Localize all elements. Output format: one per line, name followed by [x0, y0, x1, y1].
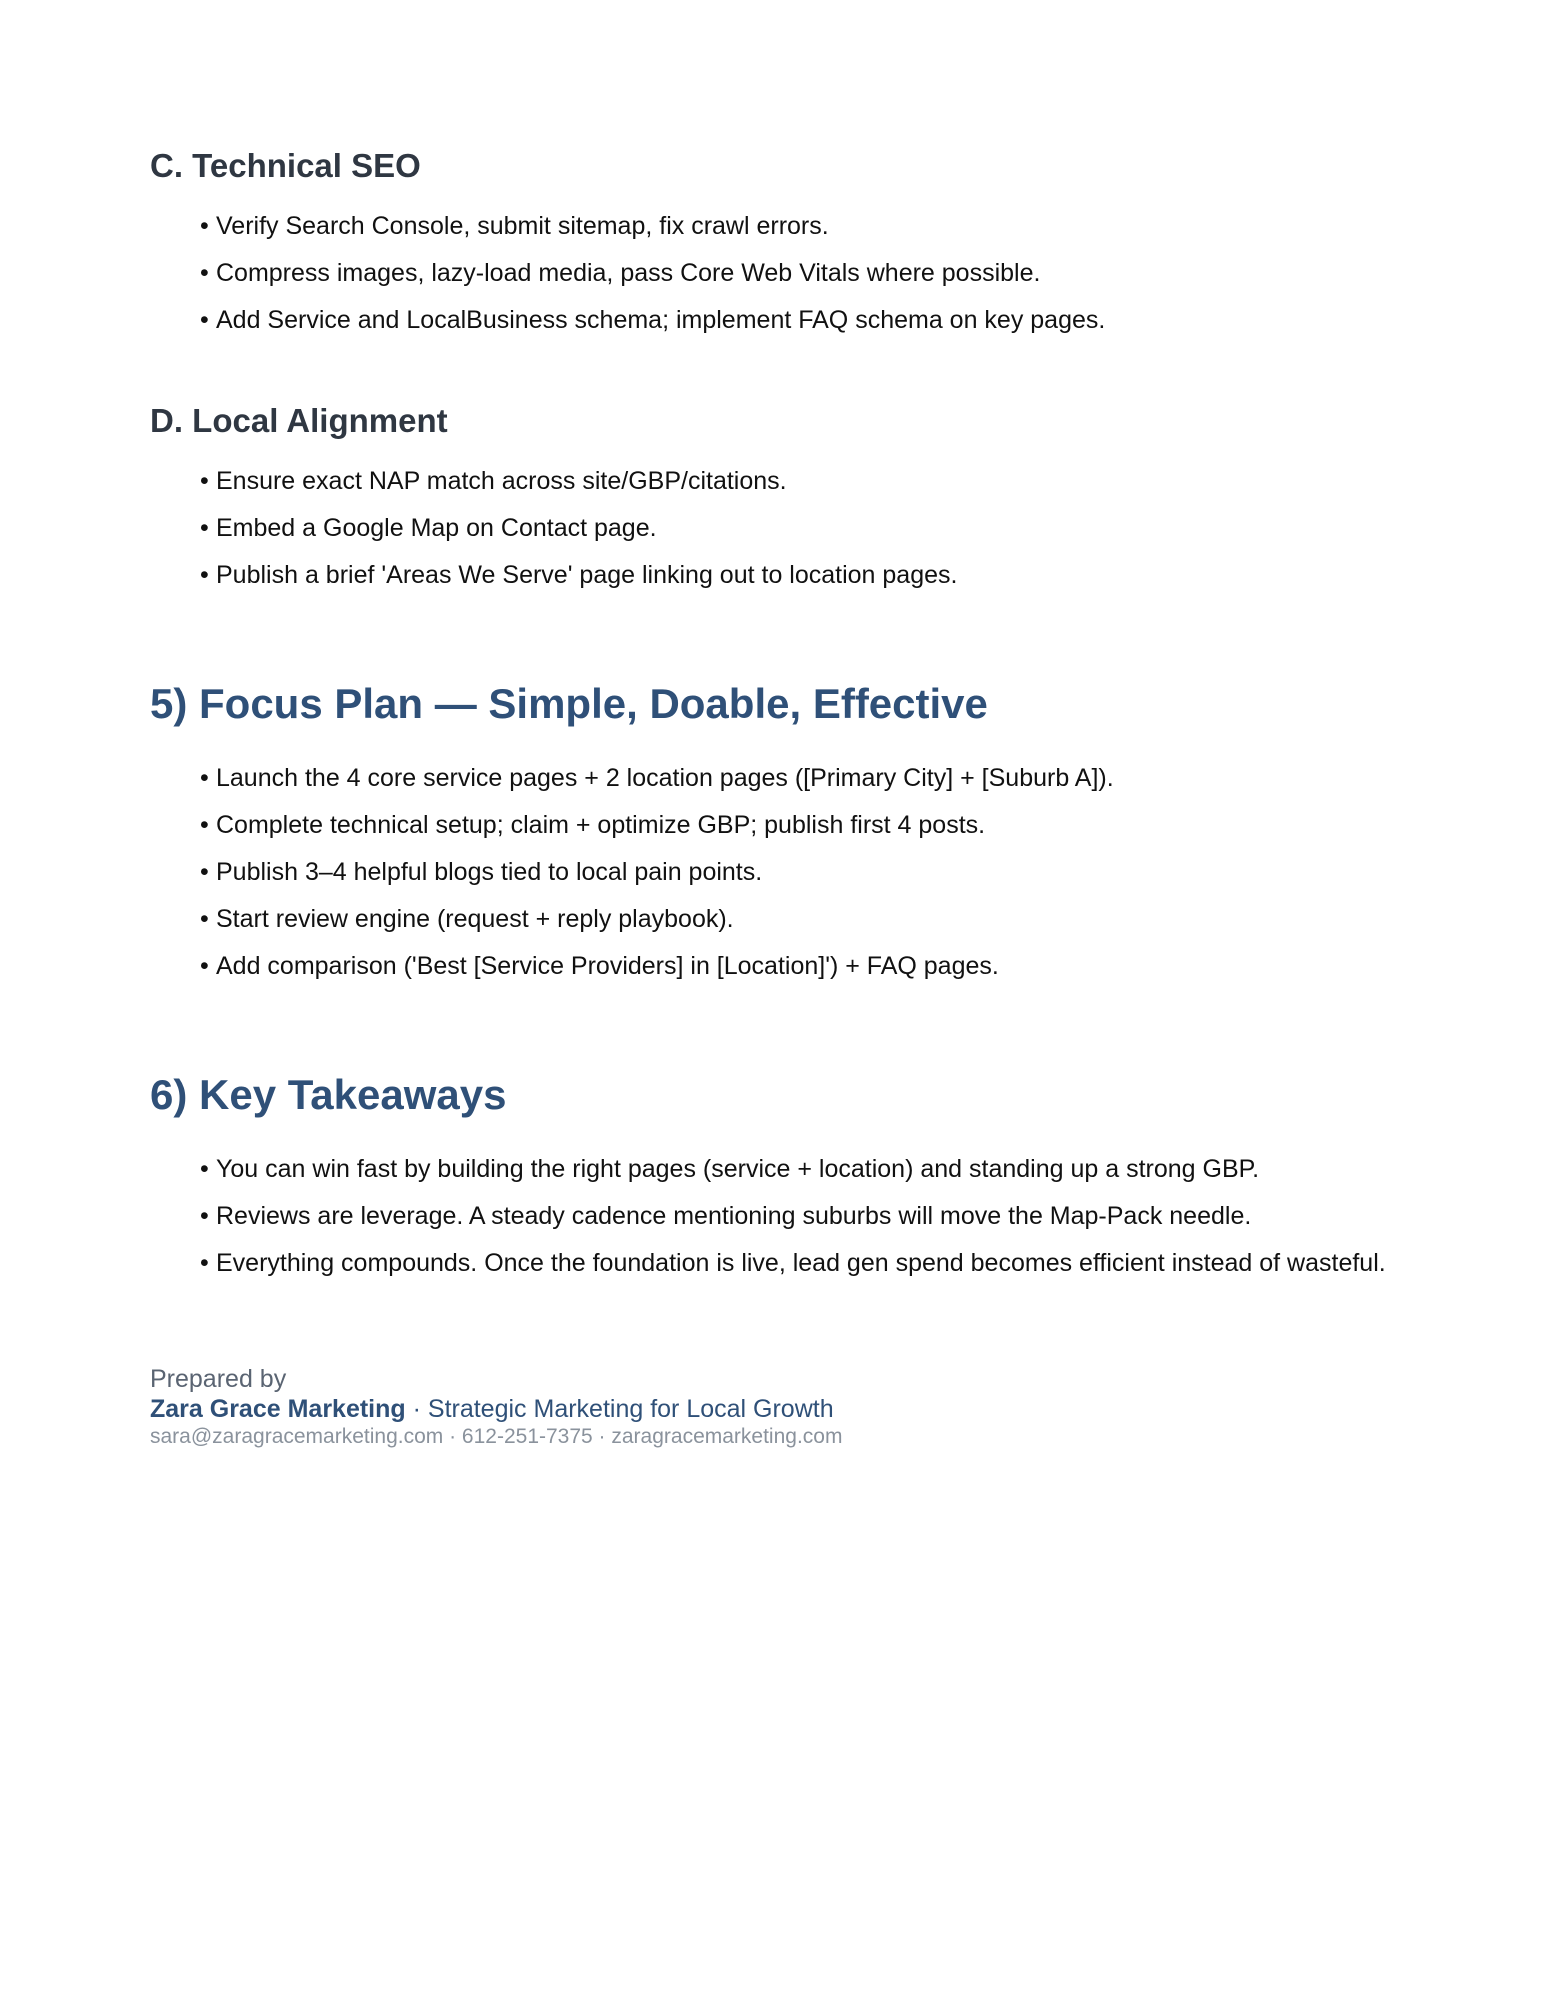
list-item: [200, 1200, 1400, 1232]
list-item: [200, 210, 1400, 242]
company-name: Zara Grace Marketing: [150, 1395, 406, 1423]
technical-seo-heading: C. Technical SEO: [150, 147, 421, 184]
list-item-text: Add Service and LocalBusiness schema; implement FAQ schema on key pages.: [216, 306, 1106, 334]
prepared-by-footer: [150, 1364, 1400, 1450]
focus-plan-list: [150, 762, 1400, 982]
key-takeaways-heading: 6) Key Takeaways: [150, 1071, 507, 1118]
list-item: [200, 1247, 1400, 1279]
list-item-text: Reviews are leverage. A steady cadence mentioning suburbs will move the Map-Pack needle.: [216, 1202, 1252, 1230]
bullet-icon: •: [200, 467, 209, 495]
list-item: [200, 257, 1400, 289]
local-alignment-list: [150, 465, 1400, 591]
list-item-text: Ensure exact NAP match across site/GBP/citations.: [216, 467, 787, 495]
list-item-text: Publish a brief 'Areas We Serve' page linking out to location pages.: [216, 561, 958, 589]
list-item: [200, 903, 1400, 935]
list-item: [200, 809, 1400, 841]
list-item: [200, 762, 1400, 794]
list-item-text: Everything compounds. Once the foundation is live, lead gen spend becomes efficient instead of wasteful.: [216, 1249, 1386, 1277]
bullet-icon: •: [200, 952, 209, 980]
bullet-icon: •: [200, 561, 209, 589]
list-item: [200, 465, 1400, 497]
prepared-by-label: Prepared by: [150, 1365, 287, 1393]
list-item-text: Embed a Google Map on Contact page.: [216, 514, 657, 542]
technical-seo-list: [150, 210, 1400, 336]
list-item-text: Verify Search Console, submit sitemap, fix crawl errors.: [216, 212, 829, 240]
bullet-icon: •: [200, 306, 209, 334]
bullet-icon: •: [200, 764, 209, 792]
bullet-icon: •: [200, 1249, 209, 1277]
bullet-icon: •: [200, 1155, 209, 1183]
list-item-text: Add comparison ('Best [Service Providers] in [Location]') + FAQ pages.: [216, 952, 999, 980]
local-alignment-heading: D. Local Alignment: [150, 402, 448, 439]
list-item: [200, 1153, 1400, 1185]
list-item: [200, 950, 1400, 982]
list-item: [200, 856, 1400, 888]
key-takeaways-list: [150, 1153, 1400, 1279]
bullet-icon: •: [200, 811, 209, 839]
company-tagline: Strategic Marketing for Local Growth: [427, 1395, 834, 1423]
bullet-icon: •: [200, 514, 209, 542]
list-item: [200, 512, 1400, 544]
document-page: [150, 0, 1400, 1450]
list-item-text: Compress images, lazy-load media, pass Core Web Vitals where possible.: [216, 259, 1041, 287]
brand-line: [150, 1394, 1400, 1424]
list-item-text: You can win fast by building the right pages (service + location) and standing up a strong GBP.: [216, 1155, 1260, 1183]
bullet-icon: •: [200, 1202, 209, 1230]
list-item-text: Complete technical setup; claim + optimize GBP; publish first 4 posts.: [216, 811, 986, 839]
list-item-text: Start review engine (request + reply playbook).: [216, 905, 734, 933]
list-item-text: Publish 3–4 helpful blogs tied to local pain points.: [216, 858, 763, 886]
list-item: [200, 559, 1400, 591]
contact-info: sara@zaragracemarketing.com · 612-251-7375 · zaragracemarketing.com: [150, 1425, 843, 1448]
focus-plan-heading: 5) Focus Plan — Simple, Doable, Effective: [150, 680, 988, 727]
bullet-icon: •: [200, 858, 209, 886]
bullet-icon: •: [200, 905, 209, 933]
bullet-icon: •: [200, 259, 209, 287]
list-item-text: Launch the 4 core service pages + 2 location pages ([Primary City] + [Suburb A]).: [216, 764, 1114, 792]
brand-separator: ·: [405, 1395, 428, 1423]
list-item: [200, 304, 1400, 336]
bullet-icon: •: [200, 212, 209, 240]
